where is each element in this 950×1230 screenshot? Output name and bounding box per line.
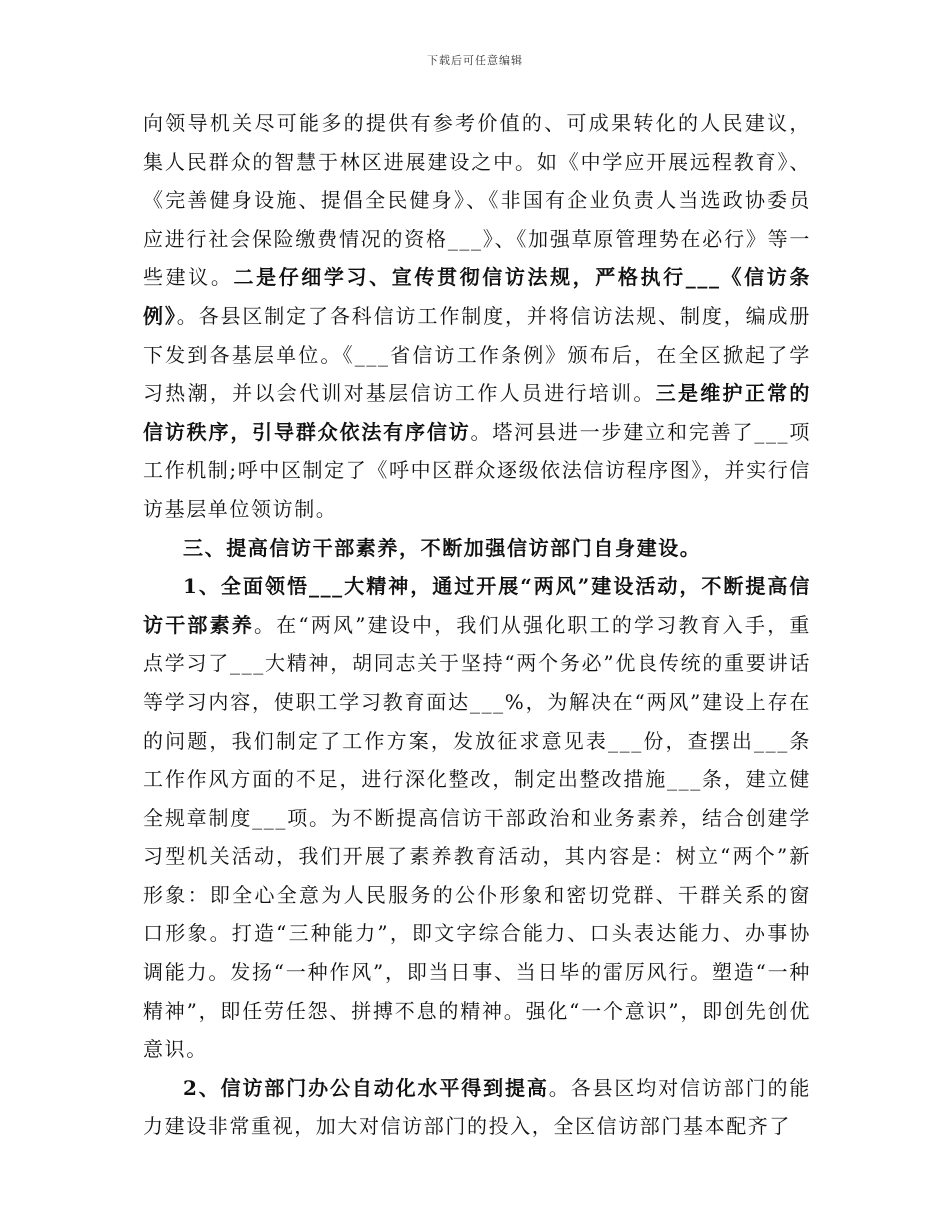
paragraph-text: 。各县区制定了各科信访工作制度，并将信访法规、制度，编成册下发到各基层单位。《___省信访工作条例》颁布后，在全区掀起了学习热潮，并以会代训对基层信访工作人员进行培训。 <box>143 303 811 406</box>
paragraph-item-two <box>143 1069 811 1146</box>
bold-point-three: 三是维护正常的信访秩序，引导群众依法有序信访 <box>143 381 811 444</box>
paragraph-text: 。各县区均对信访部门的能力建设非常重视，加大对信访部门的投入，全区信访部门基本配齐了 <box>143 1075 811 1139</box>
section-heading-three: 三、提高信访干部素养，不断加强信访部门自身建设。 <box>183 535 702 560</box>
paragraph-text: 。在“两风”建设中，我们从强化职工的学习教育入手，重点学习了___大精神，胡同志关于坚持“两个务必”优良传统的重要讲话等学习内容，使职工学习教育面达___%，为解决在“两风”建设上存在的问题，我们制定了工作方案，发放征求意见表___份，查摆出___条工作作风方面的不足，进行深化整改，制定出整改措施___条，建立健全规章制度___项。为不断提高信访干部政治和业务素养，结合创建学习型机关活动，我们开展了素养教育活动，其内容是：树立“两个”新形象：即全心全意为人民服务的公仆形象和密切党群、干群关系的窗口形象。打造“三种能力”，即文字综合能力、口头表达能力、办事协调能力。发扬“一种作风”，即当日事、当日毕的雷厉风行。塑造“一种精神”，即任劳任怨、拼搏不息的精神。强化“一个意识”，即创先创优意识。 <box>143 612 811 1062</box>
bold-point-two: 二是仔细学习、宣传贯彻信访法规，严格执行___《信访条例》 <box>143 265 812 328</box>
document-body <box>143 104 811 1146</box>
paragraph-suggestions <box>143 104 811 529</box>
item-two-heading: 2、信访部门办公自动化水平得到提高 <box>183 1075 549 1100</box>
page-header: 下载后可任意编辑 <box>427 54 523 67</box>
paragraph-item-one <box>143 567 811 1069</box>
paragraph-text: 向领导机关尽可能多的提供有参考价值的、可成果转化的人民建议，集人民群众的智慧于林区进展建设之中。如《中学应开展远程教育》、《完善健身设施、提倡全民健身》、《非国有企业负责人当选政协委员应进行社会保险缴费情况的资格___》、《加强草原管理势在必行》等一些建议。 <box>143 111 811 290</box>
item-one-heading: 1、全面领悟___大精神，通过开展“两风”建设活动，不断提高信访干部素养 <box>143 574 811 637</box>
paragraph-text: 。塔河县进一步建立和完善了___项工作机制;呼中区制定了《呼中区群众逐级依法信访程序图》，并实行信访基层单位领访制。 <box>143 419 811 521</box>
